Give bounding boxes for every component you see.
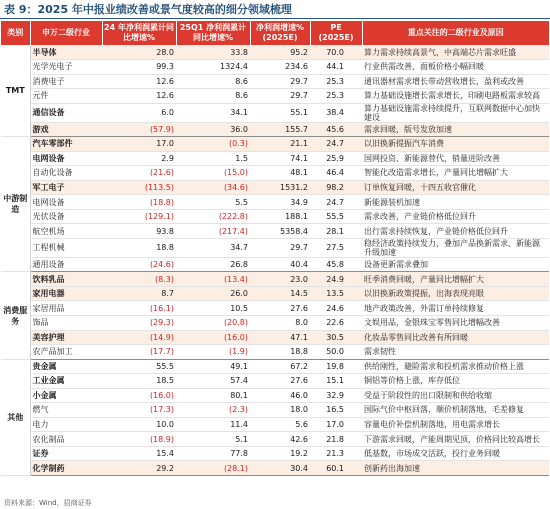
q125-value: (0.3) [176,137,250,152]
header-pe: PE (2025E) [310,21,362,45]
industry-name: 电力 [30,417,102,432]
q125-value: 80.1 [176,388,250,403]
industry-name: 家居用品 [30,301,102,316]
q125-value: 5.1 [176,432,250,447]
reason-text: 供给刚性，避险需求和投机需求推动价格上涨 [362,359,549,374]
industry-name: 农化制品 [30,432,102,447]
h24-value: (16.1) [102,301,176,316]
table-row [1,316,549,331]
pe-value: 55.5 [310,209,362,224]
pe-value: 28.1 [310,224,362,239]
reason-text: 稳经济政策持续发力，叠加产品换新需求、新能源升级加速 [362,238,549,257]
table-row [1,374,549,389]
pe-value: 98.2 [310,180,362,195]
g25e-value: 30.4 [250,461,310,476]
industry-name: 农产品加工 [30,345,102,360]
table-row [1,89,549,104]
pe-value: 25.9 [310,151,362,166]
q125-value: 1324.4 [176,60,250,75]
h24-value: (14.9) [102,330,176,345]
industry-name: 化学制药 [30,461,102,476]
q125-value: 8.6 [176,89,250,104]
pe-value: 16.5 [310,403,362,418]
pe-value: 45.6 [310,122,362,137]
category-cell: TMT [1,45,30,137]
g25e-value: 29.7 [250,89,310,104]
h24-value: 29.2 [102,461,176,476]
table-row [1,45,549,60]
h24-value: 10.0 [102,417,176,432]
h24-value: (21.6) [102,166,176,181]
industry-name: 军工电子 [30,180,102,195]
h24-value: (17.3) [102,403,176,418]
table-row [1,403,549,418]
header-category: 类别 [1,21,30,45]
q125-value: 11.4 [176,417,250,432]
table-row [1,286,549,301]
h24-value: 8.7 [102,286,176,301]
q125-value: (28.1) [176,461,250,476]
industry-name: 自动化设备 [30,166,102,181]
g25e-value: 234.6 [250,60,310,75]
g25e-value: 46.0 [250,388,310,403]
table-row [1,388,549,403]
pe-value: 24.9 [310,272,362,287]
q125-value: (15.0) [176,166,250,181]
table-row [1,103,549,122]
h24-value: 6.0 [102,103,176,122]
reason-text: 需求改善，产业链价格低位回升 [362,209,549,224]
h24-value: 15.4 [102,446,176,461]
g25e-value: 23.0 [250,272,310,287]
q125-value: (20.8) [176,316,250,331]
q125-value: 26.0 [176,286,250,301]
industry-name: 光学光电子 [30,60,102,75]
pe-value: 24.7 [310,195,362,210]
header-industry: 申万二级行业 [30,21,102,45]
q125-value: 34.7 [176,238,250,257]
reason-text: 受益于阶段性的出口限制和供给收缩 [362,388,549,403]
h24-value: 18.5 [102,374,176,389]
g25e-value: 1531.2 [250,180,310,195]
reason-text: 以旧换新政策提振，出海表现亮眼 [362,286,549,301]
g25e-value: 5.6 [250,417,310,432]
h24-value: (57.9) [102,122,176,137]
reason-text: 国网投资、新能源替代，销量进阶改善 [362,151,549,166]
industry-name: 小金属 [30,388,102,403]
industry-name: 通信设备 [30,103,102,122]
reason-text: 需求韧性 [362,345,549,360]
g25e-value: 8.0 [250,316,310,331]
h24-value: (24.6) [102,257,176,272]
table-row [1,446,549,461]
reason-text: 通讯器材需求增长带动营收增长，盈利或改善 [362,74,549,89]
reason-text: 化妆品零售同比改善有所回暖 [362,330,549,345]
q125-value: 33.8 [176,45,250,60]
category-cell: 中游制造 [1,137,30,272]
h24-value: (29.3) [102,316,176,331]
pe-value: 50.0 [310,345,362,360]
h24-value: (18.9) [102,432,176,447]
reason-text: 低基数，市场成交活跃，投行业务回暖 [362,446,549,461]
h24-value: 99.3 [102,60,176,75]
reason-text: 下游需求回暖，产能周期见顶，价格同比较高增长 [362,432,549,447]
industry-name: 美容护理 [30,330,102,345]
industry-name: 工业金属 [30,374,102,389]
q125-value: (2.3) [176,403,250,418]
h24-value: (129.1) [102,209,176,224]
table-body [1,45,549,475]
category-cell: 消费服务 [1,272,30,359]
pe-value: 45.8 [310,257,362,272]
pe-value: 17.0 [310,417,362,432]
h24-value: (18.8) [102,195,176,210]
g25e-value: 34.9 [250,195,310,210]
g25e-value: 29.7 [250,238,310,257]
source-note: 资料来源：Wind，招商证券 [4,499,92,507]
category-cell: 其他 [1,359,30,475]
g25e-value: 55.1 [250,103,310,122]
table-row [1,345,549,360]
reason-text: 地产政策改善，外需订单持续修复 [362,301,549,316]
pe-value: 13.5 [310,286,362,301]
industry-name: 证券 [30,446,102,461]
industry-name: 家用电器 [30,286,102,301]
g25e-value: 21.1 [250,137,310,152]
q125-value: (1.9) [176,345,250,360]
q125-value: 1.5 [176,151,250,166]
pe-value: 46.4 [310,166,362,181]
industry-name: 通用设备 [30,257,102,272]
pe-value: 30.5 [310,330,362,345]
g25e-value: 155.7 [250,122,310,137]
table-row [1,74,549,89]
reason-text: 算力需求持续高景气，中高端芯片需求旺盛 [362,45,549,60]
reason-text: 算力基础设施增长需求增长，印刷电路板需求较高 [362,89,549,104]
pe-value: 19.8 [310,359,362,374]
industry-name: 燃气 [30,403,102,418]
h24-value: 12.6 [102,89,176,104]
table-row [1,301,549,316]
h24-value: 28.0 [102,45,176,60]
q125-value: (217.4) [176,224,250,239]
h24-value: (8.3) [102,272,176,287]
h24-value: 93.8 [102,224,176,239]
industry-name: 饰品 [30,316,102,331]
reason-text: 出行需求持续恢复，产业链价格低位回升 [362,224,549,239]
h24-value: (16.0) [102,388,176,403]
q125-value: 77.8 [176,446,250,461]
q125-value: 10.5 [176,301,250,316]
pe-value: 38.4 [310,103,362,122]
q125-value: 34.1 [176,103,250,122]
reason-text: 容量电价补偿机制落地，用电需求增长 [362,417,549,432]
figure-title: 表 9：2025 年中报业绩改善或景气度较高的细分领域梳理 [0,0,550,20]
q125-value: (16.0) [176,330,250,345]
table-row [1,257,549,272]
g25e-value: 40.4 [250,257,310,272]
pe-value: 70.0 [310,45,362,60]
table-row [1,209,549,224]
table-header [1,21,549,45]
h24-value: 17.0 [102,137,176,152]
pe-value: 25.3 [310,74,362,89]
industry-name: 饮料乳品 [30,272,102,287]
table-row [1,122,549,137]
q125-value: 5.5 [176,195,250,210]
h24-value: 12.6 [102,74,176,89]
g25e-value: 27.6 [250,374,310,389]
header-25q1-growth: 25Q1 净利润累计同比增速% [176,21,250,45]
industry-name: 汽车零部件 [30,137,102,152]
g25e-value: 14.5 [250,286,310,301]
table-row [1,417,549,432]
industry-name: 贵金属 [30,359,102,374]
table-row [1,137,549,152]
industry-name: 工程机械 [30,238,102,257]
reason-text: 新能源装机加速 [362,195,549,210]
g25e-value: 42.6 [250,432,310,447]
table-row [1,195,549,210]
industry-name: 航空机场 [30,224,102,239]
reason-text: 智能化改造需求增长，产量同比增幅扩大 [362,166,549,181]
g25e-value: 74.1 [250,151,310,166]
industry-table [1,21,549,476]
g25e-value: 188.1 [250,209,310,224]
q125-value: 49.1 [176,359,250,374]
g25e-value: 48.1 [250,166,310,181]
industry-name: 电网设备 [30,195,102,210]
reason-text: 订单恢复回暖，十四五收官催化 [362,180,549,195]
pe-value: 21.8 [310,432,362,447]
reason-text: 创新药出海加速 [362,461,549,476]
g25e-value: 18.8 [250,345,310,360]
industry-name: 电网设备 [30,151,102,166]
pe-value: 24.6 [310,301,362,316]
industry-name: 半导体 [30,45,102,60]
pe-value: 60.1 [310,461,362,476]
h24-value: 55.5 [102,359,176,374]
q125-value: (13.4) [176,272,250,287]
reason-text: 行业供需改善，面板价格小幅回暖 [362,60,549,75]
g25e-value: 27.6 [250,301,310,316]
industry-name: 游戏 [30,122,102,137]
reason-text: 需求回暖，版号发放加速 [362,122,549,137]
h24-value: 2.9 [102,151,176,166]
reason-text: 算力基础设施需求持续提升，互联网数据中心加快建设 [362,103,549,122]
header-2025e-growth: 净利润增速% (2025E) [250,21,310,45]
g25e-value: 95.2 [250,45,310,60]
pe-value: 21.3 [310,446,362,461]
table-row [1,272,549,287]
table-row [1,151,549,166]
header-2024-growth: 24 年净利润累计同比增速% [102,21,176,45]
reason-text: 国际气价中枢回落，顺价机制落地，毛差修复 [362,403,549,418]
pe-value: 44.1 [310,60,362,75]
q125-value: 36.0 [176,122,250,137]
table-row [1,330,549,345]
reason-text: 以旧换新提振汽车消费 [362,137,549,152]
g25e-value: 18.0 [250,403,310,418]
pe-value: 32.9 [310,388,362,403]
q125-value: 26.8 [176,257,250,272]
industry-name: 元件 [30,89,102,104]
g25e-value: 5358.4 [250,224,310,239]
table-row [1,238,549,257]
table-row [1,359,549,374]
q125-value: (222.8) [176,209,250,224]
h24-value: (17.7) [102,345,176,360]
q125-value: 8.6 [176,74,250,89]
h24-value: 18.8 [102,238,176,257]
pe-value: 15.1 [310,374,362,389]
pe-value: 22.6 [310,316,362,331]
g25e-value: 67.2 [250,359,310,374]
pe-value: 25.3 [310,89,362,104]
table-row [1,432,549,447]
industry-name: 消费电子 [30,74,102,89]
h24-value: (113.5) [102,180,176,195]
pe-value: 24.7 [310,137,362,152]
table-row [1,461,549,476]
table-row [1,60,549,75]
pe-value: 27.5 [310,238,362,257]
table-row [1,180,549,195]
industry-name: 光伏设备 [30,209,102,224]
reason-text: 铜铝等价格上涨，库存低位 [362,374,549,389]
header-reason: 重点关注的二级行业及原因 [362,21,549,45]
q125-value: 57.4 [176,374,250,389]
g25e-value: 29.7 [250,74,310,89]
table-row [1,166,549,181]
g25e-value: 47.1 [250,330,310,345]
reason-text: 文娱用品，金银珠宝零售同比增幅改善 [362,316,549,331]
reason-text: 设备更新需求叠加 [362,257,549,272]
q125-value: (34.6) [176,180,250,195]
table-row [1,224,549,239]
reason-text: 旺季消费回暖，产量同比增幅扩大 [362,272,549,287]
g25e-value: 19.2 [250,446,310,461]
